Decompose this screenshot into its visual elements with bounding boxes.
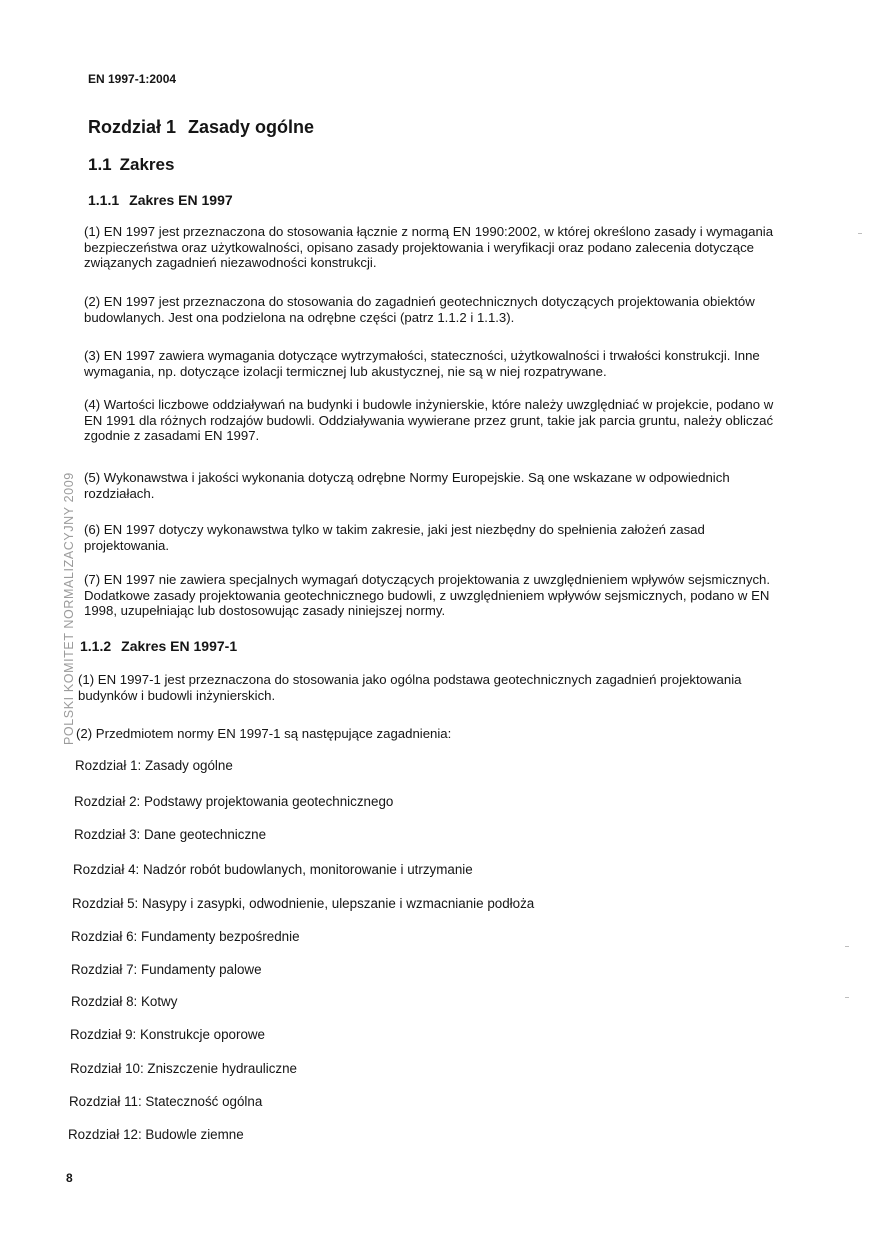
chapter-list-item: Rozdział 7: Fundamenty palowe bbox=[71, 962, 262, 977]
subsection-title: Zakres EN 1997-1 bbox=[121, 638, 238, 654]
scan-artifact bbox=[845, 997, 849, 998]
chapter-list-item: Rozdział 5: Nasypy i zasypki, odwodnienie, ulepszanie i wzmacnianie podłoża bbox=[72, 896, 535, 911]
paragraph: (1) EN 1997 jest przeznaczona do stosowania łącznie z normą EN 1990:2002, w której określono zasady i wymagania bezpieczeństwa oraz użytkowalności, opisano zasady projektowania i weryfikacji oraz podano zalecenia dotyczące związanych zagadnień niezawodności konstrukcji. bbox=[84, 224, 774, 270]
chapter-list-item: Rozdział 11: Stateczność ogólna bbox=[69, 1094, 263, 1109]
chapter-list-item: Rozdział 1: Zasady ogólne bbox=[75, 758, 233, 773]
section-number: 1.1 bbox=[88, 155, 112, 174]
paragraph: (5) Wykonawstwa i jakości wykonania dotyczą odrębne Normy Europejskie. Są one wskazane w odpowiednich rozdziałach. bbox=[84, 470, 730, 501]
paragraph: (3) EN 1997 zawiera wymagania dotyczące wytrzymałości, stateczności, użytkowalności i trwałości konstrukcji. Inne wymagania, np. dotyczące izolacji termicznej lub akustycznej, nie są w niej rozpatrywane. bbox=[84, 348, 760, 379]
document-id: EN 1997-1:2004 bbox=[88, 72, 177, 86]
scan-artifact bbox=[845, 946, 849, 947]
section-heading bbox=[88, 155, 182, 175]
paragraph: (1) EN 1997-1 jest przeznaczona do stosowania jako ogólna podstawa geotechnicznych zagadnień projektowania budynków i budowli inżynierskich. bbox=[78, 672, 742, 703]
subsection-title: Zakres EN 1997 bbox=[129, 192, 233, 208]
chapter-list-item: Rozdział 9: Konstrukcje oporowe bbox=[70, 1027, 266, 1042]
chapter-title: Zasady ogólne bbox=[188, 117, 315, 137]
chapter-number: Rozdział 1 bbox=[88, 117, 177, 137]
chapter-list-item: Rozdział 10: Zniszczenie hydrauliczne bbox=[70, 1061, 298, 1076]
paragraph: (4) Wartości liczbowe oddziaływań na budynki i budowle inżynierskie, które należy uwzględniać w projekcie, podano w EN 1991 dla różnych rodzajów budowli. Oddziaływania wywierane przez grunt, takie jak parcia gruntu, należy obliczać zgodnie z zasadami EN 1997. bbox=[84, 397, 774, 443]
subsection-heading bbox=[80, 638, 247, 654]
chapter-list-item: Rozdział 2: Podstawy projektowania geotechnicznego bbox=[74, 794, 394, 809]
subsection-number: 1.1.2 bbox=[80, 638, 112, 654]
paragraph: (6) EN 1997 dotyczy wykonawstwa tylko w takim zakresie, jaki jest niezbędny do spełnienia założeń zasad projektowania. bbox=[84, 522, 705, 553]
chapter-list-item: Rozdział 8: Kotwy bbox=[71, 994, 178, 1009]
section-title: Zakres bbox=[119, 155, 175, 174]
chapter-list-item: Rozdział 4: Nadzór robót budowlanych, monitorowanie i utrzymanie bbox=[73, 862, 473, 877]
paragraph: (2) EN 1997 jest przeznaczona do stosowania do zagadnień geotechnicznych dotyczących projektowania obiektów budowlanych. Jest ona podzielona na odrębne części (patrz 1.1.2 i 1.1.3). bbox=[84, 294, 755, 325]
watermark: POLSKI KOMITET NORMALIZACYJNY 2009 bbox=[62, 472, 76, 745]
paragraph: (7) EN 1997 nie zawiera specjalnych wymagań dotyczących projektowania z uwzględnieniem wpływów sejsmicznych. Dodatkowe zasady projektowania geotechnicznego budowli, z uwzględnieniem wpływów sejsmicznych, podano w EN 1998, uzupełniając lub dostosowując zasady niniejszej normy. bbox=[84, 572, 771, 618]
scan-artifact bbox=[858, 233, 862, 234]
chapter-list-item: Rozdział 12: Budowle ziemne bbox=[68, 1127, 244, 1142]
chapter-heading bbox=[88, 117, 326, 138]
chapter-list-item: Rozdział 3: Dane geotechniczne bbox=[74, 827, 267, 842]
paragraph: (2) Przedmiotem normy EN 1997-1 są następujące zagadnienia: bbox=[76, 726, 452, 741]
subsection-number: 1.1.1 bbox=[88, 192, 120, 208]
page-number: 8 bbox=[66, 1171, 73, 1185]
chapter-list-item: Rozdział 6: Fundamenty bezpośrednie bbox=[71, 929, 300, 944]
subsection-heading bbox=[88, 192, 243, 208]
